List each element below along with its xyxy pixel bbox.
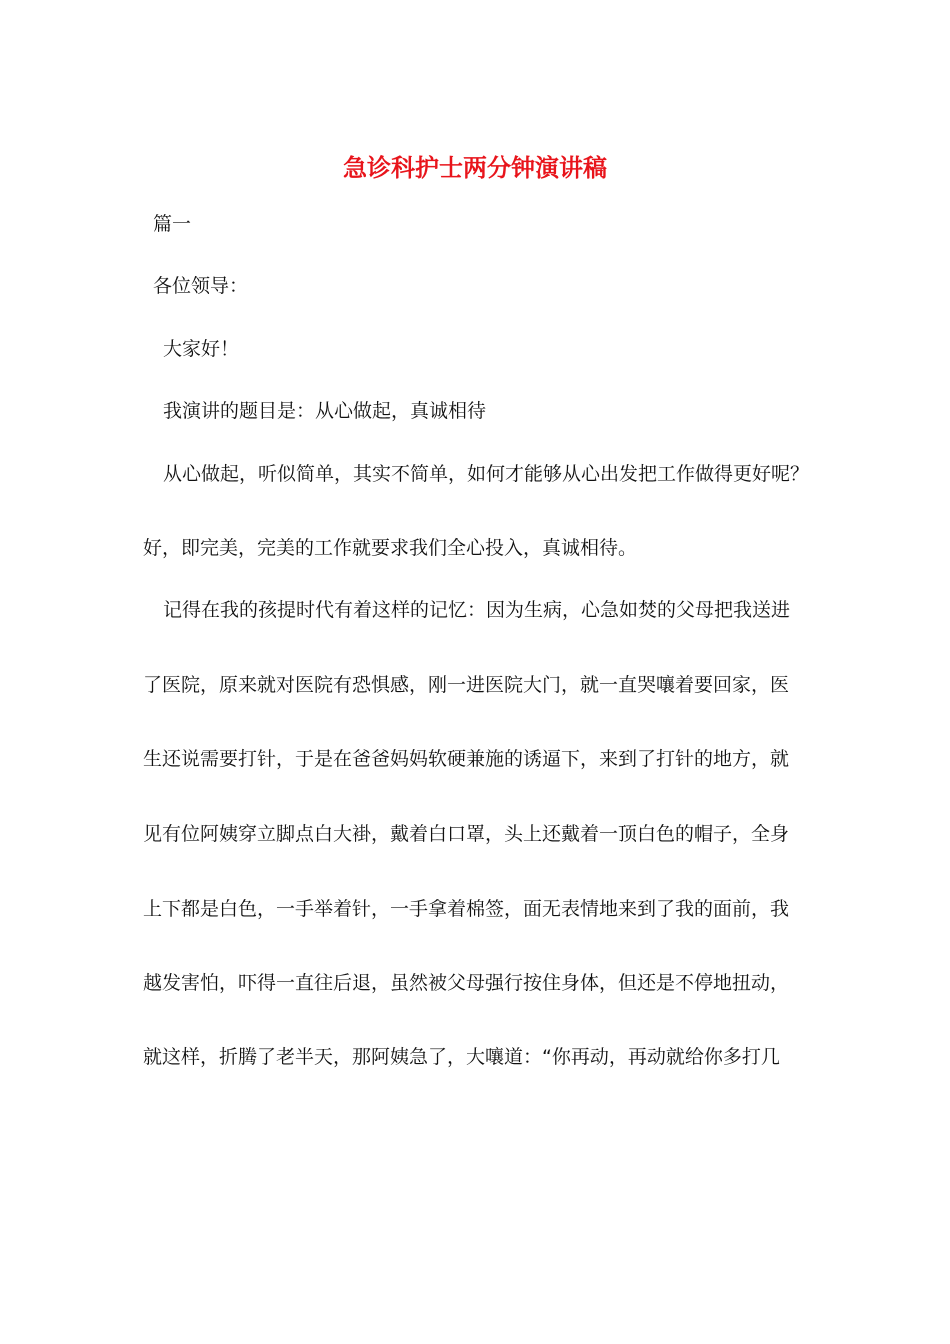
paragraph-line: 越发害怕，吓得一直往后退，虽然被父母强行按住身体，但还是不停地扭动， <box>143 972 790 994</box>
document-title: 急诊科护士两分钟演讲稿 <box>343 153 607 182</box>
paragraph-line: 生还说需要打针，于是在爸爸妈妈软硬兼施的诱逼下，来到了打针的地方，就 <box>143 748 790 770</box>
salutation: 各位领导： <box>153 275 249 297</box>
greeting: 大家好！ <box>163 338 240 360</box>
paragraph-line: 见有位阿姨穿立脚点白大褂，戴着白口罩，头上还戴着一顶白色的帽子，全身 <box>143 823 790 845</box>
paragraph-line: 记得在我的孩提时代有着这样的记忆：因为生病，心急如焚的父母把我送进 <box>163 599 791 621</box>
paragraph-line: 好，即完美，完美的工作就要求我们全心投入，真诚相待。 <box>143 537 638 559</box>
speech-topic: 我演讲的题目是：从心做起，真诚相待 <box>163 400 487 422</box>
paragraph-line: 从心做起，听似简单，其实不简单，如何才能够从心出发把工作做得更好呢？ <box>163 463 810 485</box>
section-heading: 篇一 <box>153 213 192 235</box>
paragraph-line: 上下都是白色，一手举着针，一手拿着棉签，面无表情地来到了我的面前，我 <box>143 898 790 920</box>
paragraph-line: 了医院，原来就对医院有恐惧感，刚一进医院大门，就一直哭嚷着要回家，医 <box>143 674 790 696</box>
paragraph-line: 就这样，折腾了老半天，那阿姨急了，大嚷道：“你再动，再动就给你多打几 <box>143 1046 780 1068</box>
